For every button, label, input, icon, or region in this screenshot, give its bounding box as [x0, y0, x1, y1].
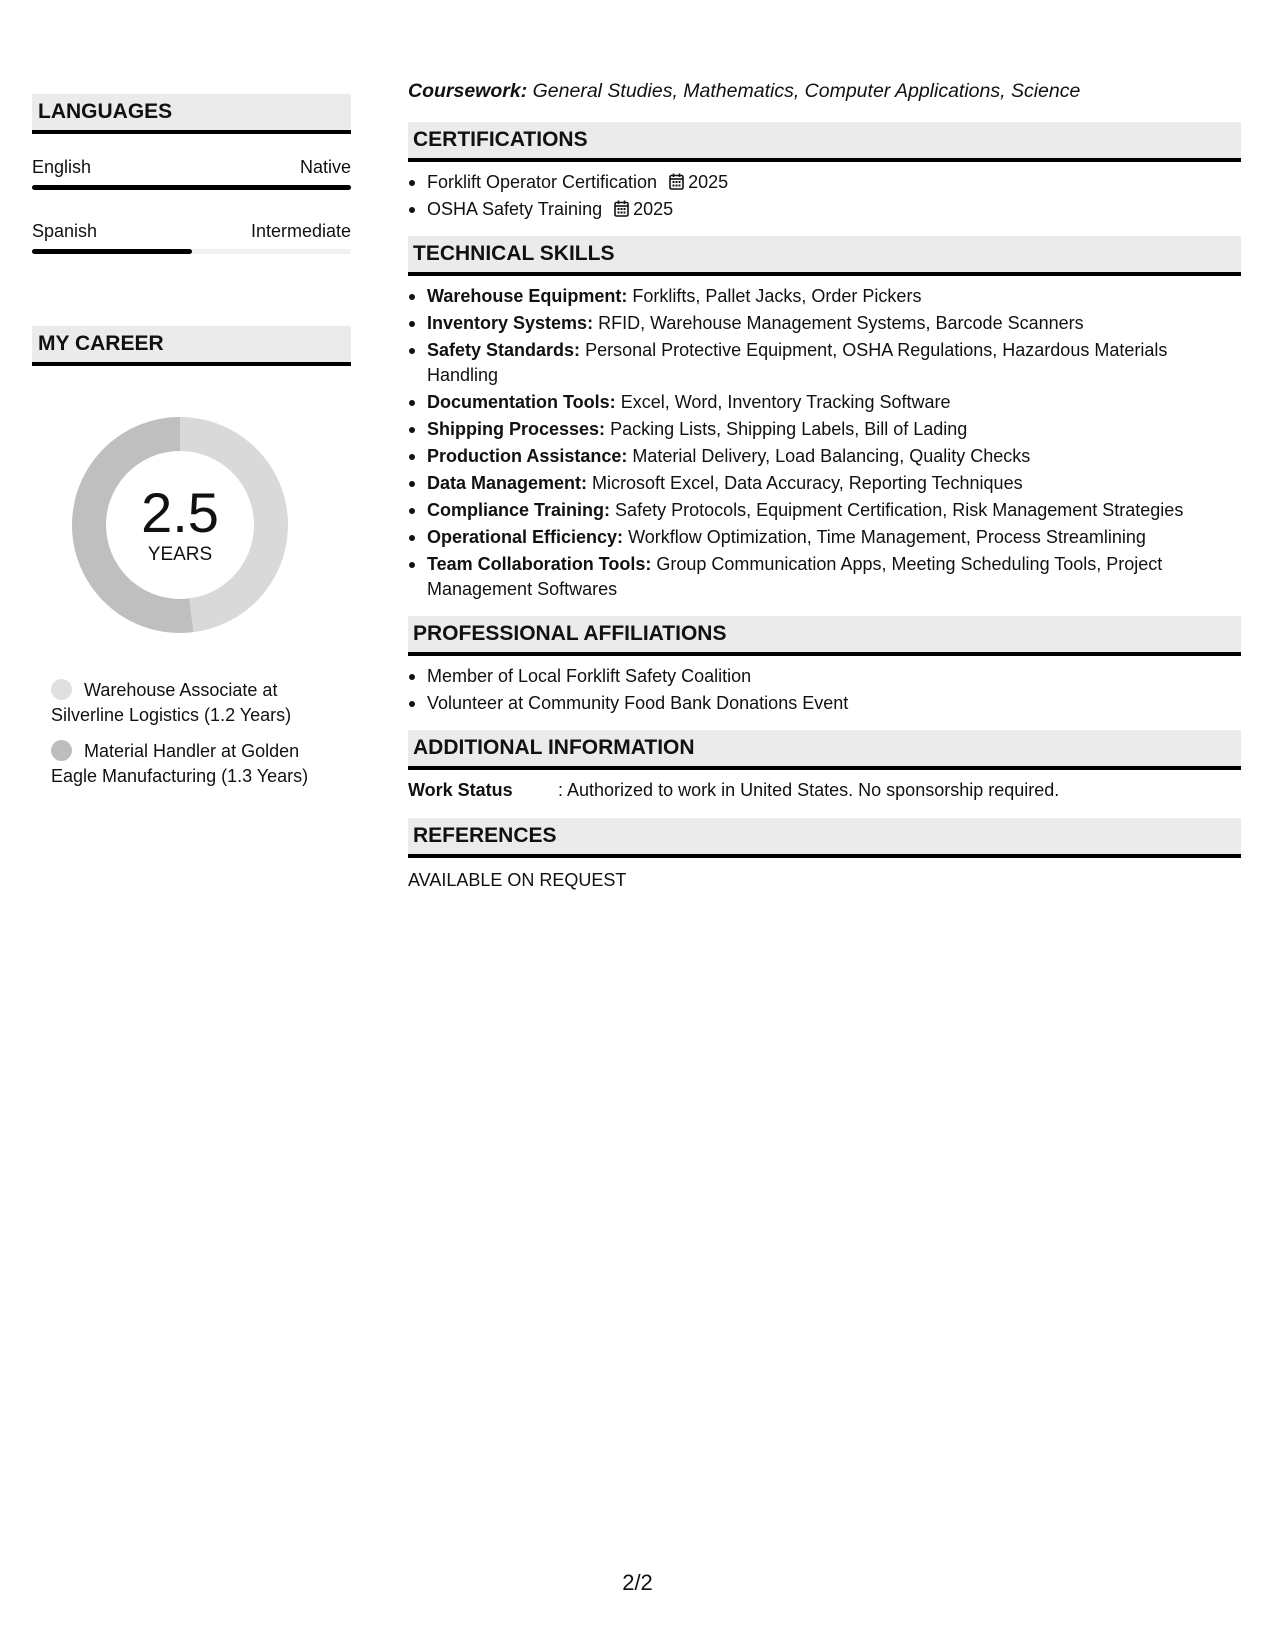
skill-text: Excel, Word, Inventory Tracking Software: [620, 392, 951, 412]
skill-text: Packing Lists, Shipping Labels, Bill of Lading: [610, 419, 968, 439]
legend-dot: [51, 679, 72, 700]
affiliations-list: [408, 664, 1241, 716]
technical-skills-header: TECHNICAL SKILLS: [408, 236, 1241, 276]
legend-item: [51, 739, 322, 789]
legend-item: [51, 678, 322, 728]
references-header: REFERENCES: [408, 818, 1241, 858]
skill-text: Microsoft Excel, Data Accuracy, Reporting Techniques: [592, 473, 1023, 493]
legend-label: Warehouse Associate at Silverline Logistics (1.2 Years): [51, 680, 292, 725]
legend-dot: [51, 740, 72, 761]
work-status-value: : Authorized to work in United States. No sponsorship required.: [558, 780, 1060, 800]
list-item: [408, 471, 1241, 496]
technical-skills-list: [408, 284, 1241, 602]
list-item: [408, 197, 1241, 222]
skill-label: Data Management:: [427, 473, 588, 493]
language-name: Spanish: [32, 221, 98, 241]
page-number: 2/2: [622, 1570, 653, 1595]
language-proficiency-bar: [32, 249, 351, 254]
skill-text: Workflow Optimization, Time Management, Process Streamlining: [628, 527, 1146, 547]
certification-name: Forklift Operator Certification: [427, 172, 658, 192]
career-header: MY CAREER: [32, 326, 351, 366]
legend-label: Material Handler at Golden Eagle Manufacturing (1.3 Years): [51, 741, 309, 786]
certifications-header: CERTIFICATIONS: [408, 122, 1241, 162]
language-name: English: [32, 157, 92, 177]
certification-year: 2025: [633, 199, 674, 219]
certifications-section: [408, 122, 1241, 222]
language-item-spanish: [32, 220, 351, 254]
additional-info-header: ADDITIONAL INFORMATION: [408, 730, 1241, 770]
list-item: [408, 390, 1241, 415]
work-status-label: Work Status: [408, 780, 513, 800]
skill-label: Warehouse Equipment:: [427, 286, 628, 306]
skill-label: Team Collaboration Tools:: [427, 554, 652, 574]
skill-label: Inventory Systems:: [427, 313, 594, 333]
language-item-english: [32, 156, 351, 190]
skill-text: Group Communication Apps, Meeting Scheduling Tools, Project Management Softwares: [427, 554, 1163, 599]
certification-name: OSHA Safety Training: [427, 199, 603, 219]
career-donut-chart: [65, 410, 295, 640]
calendar-icon: [669, 173, 684, 190]
coursework: [408, 78, 1241, 104]
list-item: [408, 284, 1241, 309]
career-legend: [32, 678, 322, 789]
list-item: Member of Local Forklift Safety Coalition: [408, 664, 1241, 689]
skill-text: Personal Protective Equipment, OSHA Regulations, Hazardous Materials Handling: [427, 340, 1168, 385]
language-level: Native: [299, 157, 351, 177]
donut-center: [65, 410, 295, 640]
certification-year: 2025: [688, 172, 729, 192]
list-item: [408, 444, 1241, 469]
language-proficiency-bar: [32, 185, 351, 190]
list-item: [408, 311, 1241, 336]
career-total-value: 2.5: [141, 481, 219, 544]
additional-info-section: [408, 730, 1241, 803]
languages-header: LANGUAGES: [32, 94, 351, 134]
certifications-list: [408, 170, 1241, 222]
coursework-text: General Studies, Mathematics, Computer Applications, Science: [532, 80, 1081, 102]
list-item: [408, 498, 1241, 523]
skill-label: Production Assistance:: [427, 446, 628, 466]
calendar-icon: [614, 200, 629, 217]
career-total-unit: YEARS: [147, 544, 213, 565]
coursework-label: Coursework:: [408, 80, 528, 102]
left-column: [32, 94, 351, 800]
list-item: [408, 338, 1241, 388]
skill-label: Compliance Training:: [427, 500, 611, 520]
right-column: [408, 78, 1241, 893]
affiliations-section: [408, 616, 1241, 716]
language-proficiency-fill: [32, 185, 351, 190]
skill-label: Safety Standards:: [427, 340, 581, 360]
skill-text: Forklifts, Pallet Jacks, Order Pickers: [632, 286, 922, 306]
affiliations-header: PROFESSIONAL AFFILIATIONS: [408, 616, 1241, 656]
skill-text: Material Delivery, Load Balancing, Quality Checks: [632, 446, 1031, 466]
language-proficiency-fill: [32, 249, 192, 254]
list-item: [408, 552, 1241, 602]
references-section: [408, 818, 1241, 893]
language-level: Intermediate: [250, 221, 351, 241]
references-text: AVAILABLE ON REQUEST: [408, 870, 627, 890]
skill-label: Operational Efficiency:: [427, 527, 624, 547]
skill-text: RFID, Warehouse Management Systems, Barcode Scanners: [598, 313, 1084, 333]
skill-text: Safety Protocols, Equipment Certification, Risk Management Strategies: [615, 500, 1184, 520]
skill-label: Documentation Tools:: [427, 392, 616, 412]
list-item: [408, 525, 1241, 550]
list-item: Volunteer at Community Food Bank Donations Event: [408, 691, 1241, 716]
skill-label: Shipping Processes:: [427, 419, 606, 439]
technical-skills-section: [408, 236, 1241, 602]
list-item: [408, 417, 1241, 442]
list-item: [408, 170, 1241, 195]
work-status-row: [408, 778, 1241, 803]
